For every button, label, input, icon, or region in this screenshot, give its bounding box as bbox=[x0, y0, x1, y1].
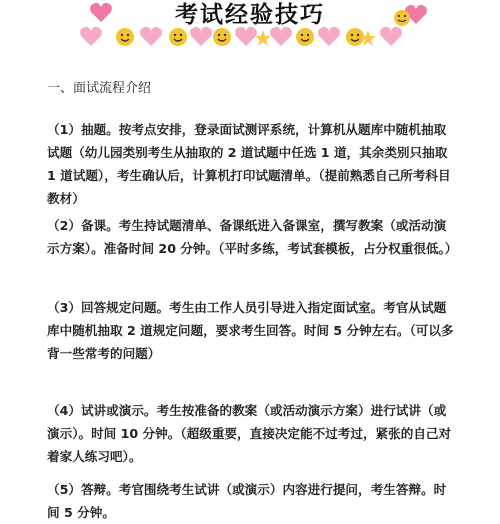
paragraph-lesson-prep: （2）备课。考生持试题清单、备课纸进入备课室，撰写教案（或活动演示方案）。准备时间 20 分钟。（平时多练，考试套模板，占分权重很低。） bbox=[47, 218, 458, 256]
paragraph-required-questions: （3）回答规定问题。考生由工作人员引导进入指定面试室。考官从试题库中随机抽取 2 道规定问题，要求考生回答。时间 5 分钟左右。（可以多背一些常考的问题） bbox=[47, 300, 454, 361]
smiley-icon bbox=[116, 28, 134, 46]
section-heading: 一、面试流程介绍 bbox=[47, 81, 152, 96]
star-icon bbox=[255, 30, 271, 46]
smiley-icon bbox=[296, 28, 314, 46]
smiley-icon bbox=[169, 28, 187, 46]
page-title: 考试经验技巧 bbox=[175, 2, 325, 28]
smiley-icon bbox=[213, 28, 231, 46]
paragraph-defense: （5）答辩。考官围绕考生试讲（或演示）内容进行提问，考生答辩。时间 5 分钟。 bbox=[47, 482, 447, 520]
paragraph-teaching-demo: （4）试讲或演示。考生按准备的教案（或活动演示方案）进行试讲（或演示）。时间 10 分钟。（超级重要，直接决定能不过考过，紧张的自己对着家人练习吧）。 bbox=[47, 403, 452, 464]
paragraph-draw: （1）抽题。按考点安排，登录面试测评系统，计算机从题库中随机抽取试题（幼儿园类别考生从抽取的 2 道试题中任选 1 道，其余类别只抽取 1 道试题），考生确认后，计算机打印试题清单。（提前熟悉自己所考科目教材） bbox=[47, 122, 451, 206]
